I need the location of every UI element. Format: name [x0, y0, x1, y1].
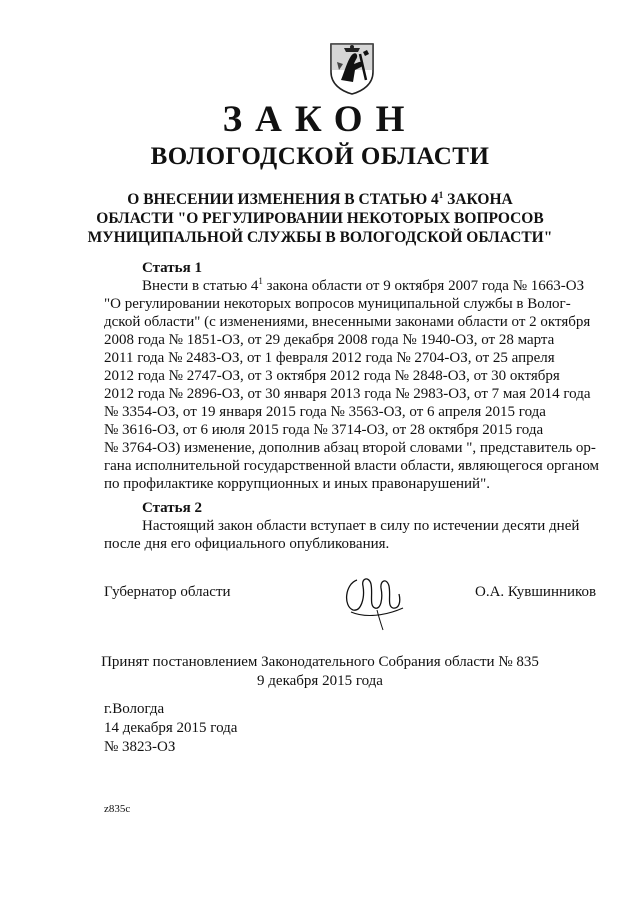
article-2-text [104, 517, 580, 553]
article-1-line: "О регулировании некоторых вопросов муниципальной службы в Волог- [104, 296, 571, 312]
region-name: ВОЛОГОДСКОЙ ОБЛАСТИ [150, 143, 490, 170]
article-1-line: Внести в статью $4^1$ закона области от 9 октября 2007 года № 1663-ОЗ [142, 276, 585, 294]
article-1-line: № 3354-ОЗ, от 19 января 2015 года № 3563-ОЗ, от 6 апреля 2015 года [104, 404, 546, 420]
article-1-line: № 3764-ОЗ) изменение, дополнив абзац второй словами ", представитель ор- [104, 440, 596, 456]
handwritten-signature [335, 562, 415, 634]
signing-date: 14 декабря 2015 года [104, 720, 238, 736]
article-1-line: по профилактике коррупционных и иных правонарушений". [104, 476, 490, 492]
article-1-line: 2012 года № 2747-ОЗ, от 3 октября 2012 года № 2848-ОЗ, от 30 октября [104, 368, 560, 384]
article-1-line: 2011 года № 2483-ОЗ, от 1 февраля 2012 года № 2704-ОЗ, от 25 апреля [104, 350, 555, 366]
article-1-line: 2008 года № 1851-ОЗ, от 29 декабря 2008 года № 1940-ОЗ, от 28 марта [104, 332, 555, 348]
place-city: г.Вологда [104, 701, 165, 717]
article-1-line: дской области" (с изменениями, внесенными законами области от 2 октября [104, 314, 591, 330]
article-2-heading: Статья 2 [142, 500, 202, 516]
adoption-note [0, 653, 640, 691]
article-1-heading: Статья 1 [142, 260, 202, 276]
article-2-line: после дня его официального опубликования. [104, 536, 390, 552]
article-1-line: 2012 года № 2896-ОЗ, от 30 января 2013 года № 2983-ОЗ, от 7 мая 2014 года [104, 386, 591, 402]
document-title: ЗАКОН [222, 99, 418, 140]
adoption-line-1: Принят постановлением Законодательного Собрания области № 835 [101, 654, 539, 670]
signatory-name: О.А. Кувшинников [475, 584, 597, 600]
article-1-line: № 3616-ОЗ, от 6 июля 2015 года № 3714-ОЗ, от 28 октября 2015 года [104, 422, 544, 438]
article-2-line: Настоящий закон области вступает в силу по истечении десяти дней [142, 518, 580, 534]
document-code: z835c [104, 803, 131, 815]
subject-line-2: ОБЛАСТИ "О РЕГУЛИРОВАНИИ НЕКОТОРЫХ ВОПРОСОВ [96, 210, 544, 228]
law-subject [0, 186, 640, 247]
article-1-text [104, 276, 600, 493]
law-number: № 3823-ОЗ [104, 739, 176, 755]
signatory-position: Губернатор области [104, 584, 231, 600]
article-1-line: гана исполнительной государственной власти области, являющегося органом [104, 458, 600, 474]
coat-of-arms-emblem [327, 40, 377, 96]
place-date-number [104, 700, 237, 757]
subject-line-1: О ВНЕСЕНИИ ИЗМЕНЕНИЯ В СТАТЬЮ $4^1$ ЗАКОНА [127, 190, 513, 209]
adoption-line-2: 9 декабря 2015 года [257, 673, 383, 689]
subject-line-3: МУНИЦИПАЛЬНОЙ СЛУЖБЫ В ВОЛОГОДСКОЙ ОБЛАСТИ" [87, 229, 553, 247]
